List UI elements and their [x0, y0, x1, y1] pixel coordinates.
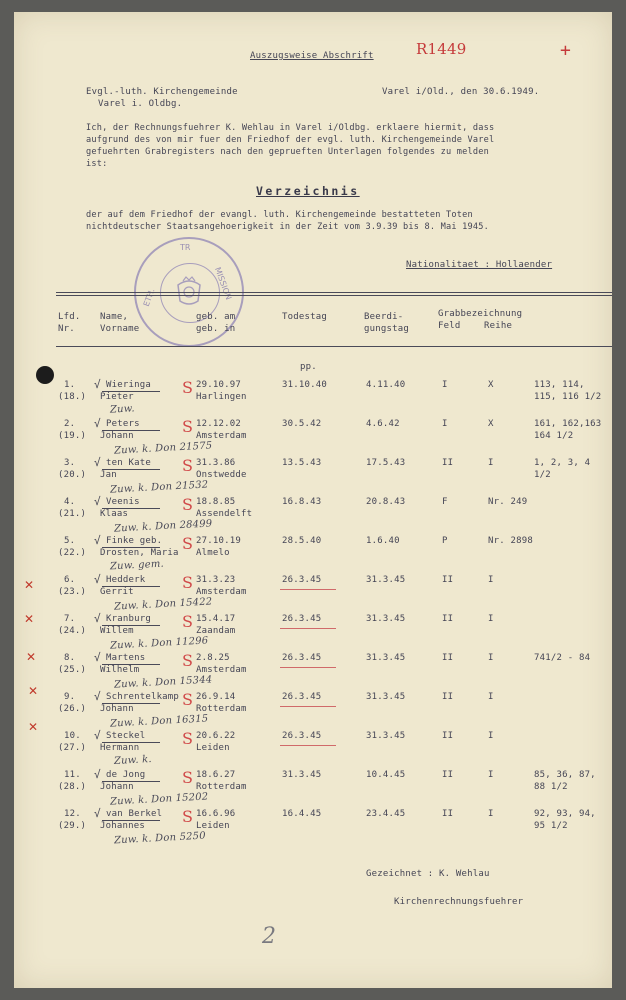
name-underline	[102, 742, 160, 743]
row-nr: 3.	[64, 458, 76, 468]
death-date-red-underline	[280, 706, 336, 707]
row-feld: II	[442, 809, 454, 819]
row-burial-date: 23.4.45	[366, 809, 406, 819]
header-bottom-rule	[56, 346, 612, 347]
death-date-red-underline	[280, 589, 336, 590]
place-date: Varel i/Old., den 30.6.1949.	[382, 87, 540, 97]
row-reihe: Nr. 249	[488, 497, 528, 507]
row-nr: 5.	[64, 536, 76, 546]
name-underline	[102, 469, 160, 470]
row-reihe: I	[488, 692, 494, 702]
row-nr-old: (26.)	[58, 704, 87, 714]
intro-line-3: gefuehrten Grabregisters nach den geprueften Unterlagen folgendes zu melden	[86, 147, 490, 157]
death-date-red-underline	[280, 745, 336, 746]
name-underline	[102, 664, 160, 665]
row-feld: II	[442, 692, 454, 702]
row-feld: F	[442, 497, 448, 507]
pp-mark: pp.	[300, 362, 317, 372]
row-name: Finke geb.	[106, 536, 163, 546]
handwritten-note: Zuw. k.	[113, 754, 153, 767]
document-title: Verzeichnis	[256, 184, 360, 198]
col-feld: Feld	[438, 321, 461, 331]
row-name: Steckel	[106, 731, 146, 741]
row-vorname: Johann	[100, 704, 134, 714]
col-geb-2: geb. in	[196, 324, 236, 334]
row-birthplace: Almelo	[196, 548, 230, 558]
row-birth-date: 29.10.97	[196, 380, 241, 390]
row-birthplace: Assendelft	[196, 509, 253, 519]
col-geb-1: geb. am	[196, 312, 236, 322]
margin-x-mark: ✕	[24, 578, 35, 592]
red-s-mark: S	[182, 417, 193, 436]
description-line-1: der auf dem Friedhof der evangl. luth. Kirchengemeinde bestatteten Toten	[86, 210, 473, 220]
handwritten-note: Zuw. k. Don 5250	[113, 830, 207, 847]
row-vorname: Gerrit	[100, 587, 134, 597]
margin-x-mark: ✕	[26, 650, 37, 664]
row-death-date: 26.3.45	[282, 614, 322, 624]
row-nr: 11.	[64, 770, 81, 780]
row-nr: 12.	[64, 809, 81, 819]
row-nr: 4.	[64, 497, 76, 507]
row-feld: II	[442, 614, 454, 624]
stamp-text-right: MISSION	[212, 265, 234, 302]
row-vorname: Johann	[100, 782, 134, 792]
row-grave: 113, 114,	[534, 380, 585, 390]
row-nr: 2.	[64, 419, 76, 429]
row-burial-date: 17.5.43	[366, 458, 406, 468]
row-name: van Berkel	[106, 809, 163, 819]
handwritten-note: Zuw. gem.	[109, 558, 165, 573]
row-reihe: I	[488, 653, 494, 663]
row-reihe: I	[488, 458, 494, 468]
row-birth-date: 31.3.86	[196, 458, 236, 468]
intro-line-1: Ich, der Rechnungsfuehrer K. Wehlau in Varel i/Oldbg. erklaere hiermit, dass	[86, 123, 495, 133]
col-beerd-2: gungstag	[364, 324, 409, 334]
row-death-date: 13.5.43	[282, 458, 322, 468]
row-nr-old: (21.)	[58, 509, 87, 519]
row-death-date: 26.3.45	[282, 692, 322, 702]
row-birthplace: Onstwedde	[196, 470, 247, 480]
row-grave-2: 115, 116 1/2	[534, 392, 602, 402]
row-reihe: I	[488, 614, 494, 624]
row-grave-2: 88 1/2	[534, 782, 568, 792]
row-grave: 161, 162,163	[534, 419, 602, 429]
row-feld: II	[442, 653, 454, 663]
row-vorname: Hermann	[100, 743, 140, 753]
row-nr-old: (25.)	[58, 665, 87, 675]
check-mark-icon: √	[94, 534, 101, 547]
row-vorname: Jan	[100, 470, 117, 480]
row-death-date: 16.8.43	[282, 497, 322, 507]
row-birth-date: 12.12.02	[196, 419, 241, 429]
row-death-date: 16.4.45	[282, 809, 322, 819]
intro-line-2: aufgrund des von mir fuer den Friedhof der evgl. luth. Kirchengemeinde Varel	[86, 135, 495, 145]
row-birthplace: Rotterdam	[196, 704, 247, 714]
row-vorname: Pieter	[100, 392, 134, 402]
row-feld: II	[442, 731, 454, 741]
death-date-red-underline	[280, 667, 336, 668]
row-grave: 741/2 - 84	[534, 653, 591, 663]
name-underline	[102, 820, 160, 821]
row-name: ten Kate	[106, 458, 151, 468]
row-feld: II	[442, 458, 454, 468]
row-nr-old: (24.)	[58, 626, 87, 636]
row-nr: 10.	[64, 731, 81, 741]
row-birthplace: Amsterdam	[196, 665, 247, 675]
row-burial-date: 31.3.45	[366, 692, 406, 702]
row-burial-date: 4.6.42	[366, 419, 400, 429]
col-name-2: Vorname	[100, 324, 140, 334]
row-birth-date: 2.8.25	[196, 653, 230, 663]
col-lfd-1: Lfd.	[58, 312, 81, 322]
signature-line-1: Gezeichnet : K. Wehlau	[366, 869, 490, 879]
check-mark-icon: √	[94, 612, 101, 625]
row-nr: 1.	[64, 380, 76, 390]
row-burial-date: 31.3.45	[366, 653, 406, 663]
handwritten-note: Zuw. k. Don 15344	[113, 674, 213, 691]
check-mark-icon: √	[94, 690, 101, 703]
row-vorname: Johann	[100, 431, 134, 441]
margin-x-mark: ✕	[24, 612, 35, 626]
row-birthplace: Amsterdam	[196, 587, 247, 597]
row-burial-date: 4.11.40	[366, 380, 406, 390]
red-s-mark: S	[182, 534, 193, 553]
row-death-date: 26.3.45	[282, 575, 322, 585]
row-nr: 6.	[64, 575, 76, 585]
row-birth-date: 15.4.17	[196, 614, 236, 624]
name-underline	[102, 703, 160, 704]
row-feld: I	[442, 419, 448, 429]
row-birth-date: 18.6.27	[196, 770, 236, 780]
red-s-mark: S	[182, 768, 193, 787]
row-reihe: X	[488, 380, 494, 390]
row-name: Kranburg	[106, 614, 151, 624]
check-mark-icon: √	[94, 807, 101, 820]
red-s-mark: S	[182, 690, 193, 709]
row-burial-date: 1.6.40	[366, 536, 400, 546]
parish-line-1: Evgl.-luth. Kirchengemeinde	[86, 87, 238, 97]
margin-x-mark: ✕	[28, 684, 39, 698]
handwritten-note: Zuw. k. Don 11296	[109, 635, 209, 652]
handwritten-note: Zuw. k. Don 15202	[109, 791, 209, 808]
row-name: Hedderk	[106, 575, 146, 585]
row-birth-date: 31.3.23	[196, 575, 236, 585]
check-mark-icon: √	[94, 495, 101, 508]
intro-line-4: ist:	[86, 159, 108, 169]
row-birth-date: 16.6.96	[196, 809, 236, 819]
row-vorname: Wilhelm	[100, 665, 140, 675]
punch-hole	[36, 366, 54, 384]
check-mark-icon: √	[94, 768, 101, 781]
name-underline	[102, 391, 160, 392]
red-s-mark: S	[182, 495, 193, 514]
row-death-date: 31.3.45	[282, 770, 322, 780]
row-feld: P	[442, 536, 448, 546]
row-nr-old: (20.)	[58, 470, 87, 480]
row-reihe: I	[488, 575, 494, 585]
table-top-rule-2	[56, 295, 612, 296]
row-burial-date: 31.3.45	[366, 731, 406, 741]
row-birth-date: 26.9.14	[196, 692, 236, 702]
row-reihe: X	[488, 419, 494, 429]
row-name: Veenis	[106, 497, 140, 507]
col-grab: Grabbezeichnung	[438, 309, 523, 319]
row-death-date: 26.3.45	[282, 653, 322, 663]
row-feld: II	[442, 575, 454, 585]
red-s-mark: S	[182, 573, 193, 592]
name-underline	[102, 781, 160, 782]
row-name: de Jong	[106, 770, 146, 780]
row-birth-date: 20.6.22	[196, 731, 236, 741]
row-death-date: 26.3.45	[282, 731, 322, 741]
row-birthplace: Harlingen	[196, 392, 247, 402]
archive-mark: R1449	[416, 40, 467, 58]
handwritten-note: Zuw. k. Don 21575	[113, 440, 213, 457]
row-grave: 85, 36, 87,	[534, 770, 596, 780]
row-birth-date: 18.8.85	[196, 497, 236, 507]
row-name: Wieringa	[106, 380, 151, 390]
red-s-mark: S	[182, 612, 193, 631]
row-death-date: 28.5.40	[282, 536, 322, 546]
row-burial-date: 31.3.45	[366, 575, 406, 585]
col-lfd-2: Nr.	[58, 324, 75, 334]
handwritten-note: Zuw.	[109, 403, 136, 416]
check-mark-icon: √	[94, 378, 101, 391]
row-birthplace: Zaandam	[196, 626, 236, 636]
stamp-text-left: ETH.	[141, 287, 157, 308]
bottom-pencil-mark: 2	[262, 924, 277, 949]
check-mark-icon: √	[94, 651, 101, 664]
death-date-red-underline	[280, 628, 336, 629]
check-mark-icon: √	[94, 729, 101, 742]
row-nr-old: (28.)	[58, 782, 87, 792]
copy-title: Auszugsweise Abschrift	[250, 51, 374, 61]
row-reihe: I	[488, 809, 494, 819]
check-mark-icon: √	[94, 573, 101, 586]
handwritten-note: Zuw. k. Don 15422	[113, 596, 213, 613]
row-grave-2: 95 1/2	[534, 821, 568, 831]
row-death-date: 30.5.42	[282, 419, 322, 429]
row-grave-2: 164 1/2	[534, 431, 574, 441]
check-mark-icon: √	[94, 456, 101, 469]
name-underline	[102, 586, 160, 587]
margin-x-mark: ✕	[28, 720, 39, 734]
red-s-mark: S	[182, 651, 193, 670]
signature-line-2: Kirchenrechnungsfuehrer	[394, 897, 524, 907]
document-page	[14, 12, 612, 988]
nationality: Nationalitaet : Hollaender	[406, 260, 553, 270]
row-feld: I	[442, 380, 448, 390]
col-reihe: Reihe	[484, 321, 513, 331]
red-s-mark: S	[182, 378, 193, 397]
row-nr: 7.	[64, 614, 76, 624]
red-s-mark: S	[182, 807, 193, 826]
row-vorname: Klaas	[100, 509, 129, 519]
stamp-text-top: TR	[180, 243, 191, 252]
col-beerd-1: Beerdi-	[364, 312, 404, 322]
row-name: Schrentelkamp	[106, 692, 180, 702]
table-top-rule	[56, 292, 612, 293]
plus-mark: +	[560, 40, 572, 61]
row-death-date: 31.10.40	[282, 380, 327, 390]
col-todestag: Todestag	[282, 312, 327, 322]
row-nr-old: (23.)	[58, 587, 87, 597]
name-underline	[102, 625, 160, 626]
row-nr: 8.	[64, 653, 76, 663]
row-nr-old: (27.)	[58, 743, 87, 753]
red-s-mark: S	[182, 729, 193, 748]
name-underline	[102, 430, 160, 431]
row-feld: II	[442, 770, 454, 780]
row-birth-date: 27.10.19	[196, 536, 241, 546]
row-birthplace: Leiden	[196, 743, 230, 753]
row-nr-old: (19.)	[58, 431, 87, 441]
handwritten-note: Zuw. k. Don 28499	[113, 518, 213, 535]
row-name: Peters	[106, 419, 140, 429]
row-burial-date: 10.4.45	[366, 770, 406, 780]
check-mark-icon: √	[94, 417, 101, 430]
red-s-mark: S	[182, 456, 193, 475]
name-underline	[102, 508, 160, 509]
row-grave: 1, 2, 3, 4	[534, 458, 591, 468]
row-reihe: Nr. 2898	[488, 536, 533, 546]
row-burial-date: 31.3.45	[366, 614, 406, 624]
name-underline	[102, 547, 160, 548]
row-vorname: Johannes	[100, 821, 145, 831]
row-birthplace: Leiden	[196, 821, 230, 831]
row-birthplace: Rotterdam	[196, 782, 247, 792]
description-line-2: nichtdeutscher Staatsangehoerigkeit in der Zeit vom 3.9.39 bis 8. Mai 1945.	[86, 222, 490, 232]
col-name-1: Name,	[100, 312, 129, 322]
handwritten-note: Zuw. k. Don 21532	[109, 479, 209, 496]
row-nr: 9.	[64, 692, 76, 702]
row-nr-old: (18.)	[58, 392, 87, 402]
row-vorname: Willem	[100, 626, 134, 636]
row-grave-2: 1/2	[534, 470, 551, 480]
row-reihe: I	[488, 770, 494, 780]
row-nr-old: (29.)	[58, 821, 87, 831]
row-birthplace: Amsterdam	[196, 431, 247, 441]
row-burial-date: 20.8.43	[366, 497, 406, 507]
handwritten-note: Zuw. k. Don 16315	[109, 713, 209, 730]
row-vorname: Drosten, Maria	[100, 548, 179, 558]
row-nr-old: (22.)	[58, 548, 87, 558]
parish-line-2: Varel i. Oldbg.	[98, 99, 183, 109]
row-reihe: I	[488, 731, 494, 741]
row-grave: 92, 93, 94,	[534, 809, 596, 819]
row-name: Martens	[106, 653, 146, 663]
